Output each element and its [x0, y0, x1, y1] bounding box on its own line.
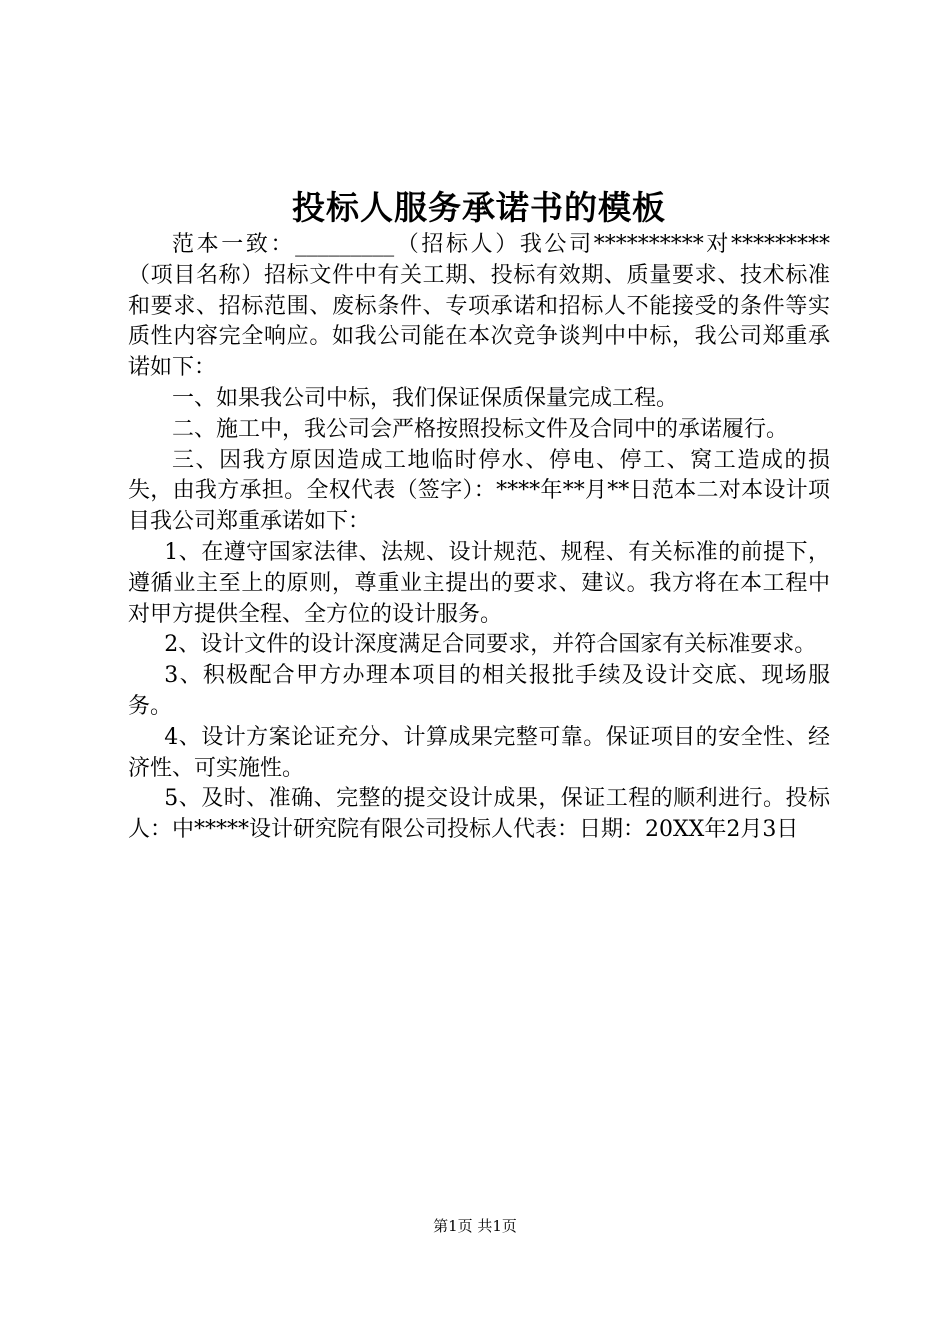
paragraph-intro: 范本一致：_________（招标人）我公司**********对*********（项目名称）招标文件中有关工期、投标有效期、质量要求、技术标准和要求、招标范围、废标条件、专项承诺和招标人不能接受的条件等实质性内容完全响应。如我公司能在本次竞争谈判中中标，我公司郑重承诺如下：	[128, 232, 830, 381]
document-page	[128, 186, 830, 846]
paragraph-point-4: 4、设计方案论证充分、计算成果完整可靠。保证项目的安全性、经济性、可实施性。	[128, 724, 830, 781]
document-title: 投标人服务承诺书的模板	[292, 188, 666, 227]
paragraph-point-2: 2、设计文件的设计深度满足合同要求，并符合国家有关标准要求。	[164, 632, 817, 658]
page-footer: 第1页 共1页	[433, 1217, 517, 1235]
paragraph-point-5: 5、及时、准确、完整的提交设计成果，保证工程的顺利进行。投标人：中*****设计研究院有限公司投标人代表：日期：20XX年2月3日	[128, 786, 830, 843]
paragraph-item-3: 三、因我方原因造成工地临时停水、停电、停工、窝工造成的损失，由我方承担。全权代表（签字）：****年**月**日范本二对本设计项目我公司郑重承诺如下：	[128, 447, 830, 535]
paragraph-point-1: 1、在遵守国家法律、法规、设计规范、规程、有关标准的前提下，遵循业主至上的原则，尊重业主提出的要求、建议。我方将在本工程中对甲方提供全程、全方位的设计服务。	[128, 539, 830, 627]
paragraph-item-1: 一、如果我公司中标，我们保证保质保量完成工程。	[172, 385, 679, 411]
document-body	[128, 230, 830, 846]
paragraph-item-2: 二、施工中，我公司会严格按照投标文件及合同中的承诺履行。	[172, 416, 789, 442]
paragraph-point-3: 3、积极配合甲方办理本项目的相关报批手续及设计交底、现场服务。	[128, 663, 830, 719]
